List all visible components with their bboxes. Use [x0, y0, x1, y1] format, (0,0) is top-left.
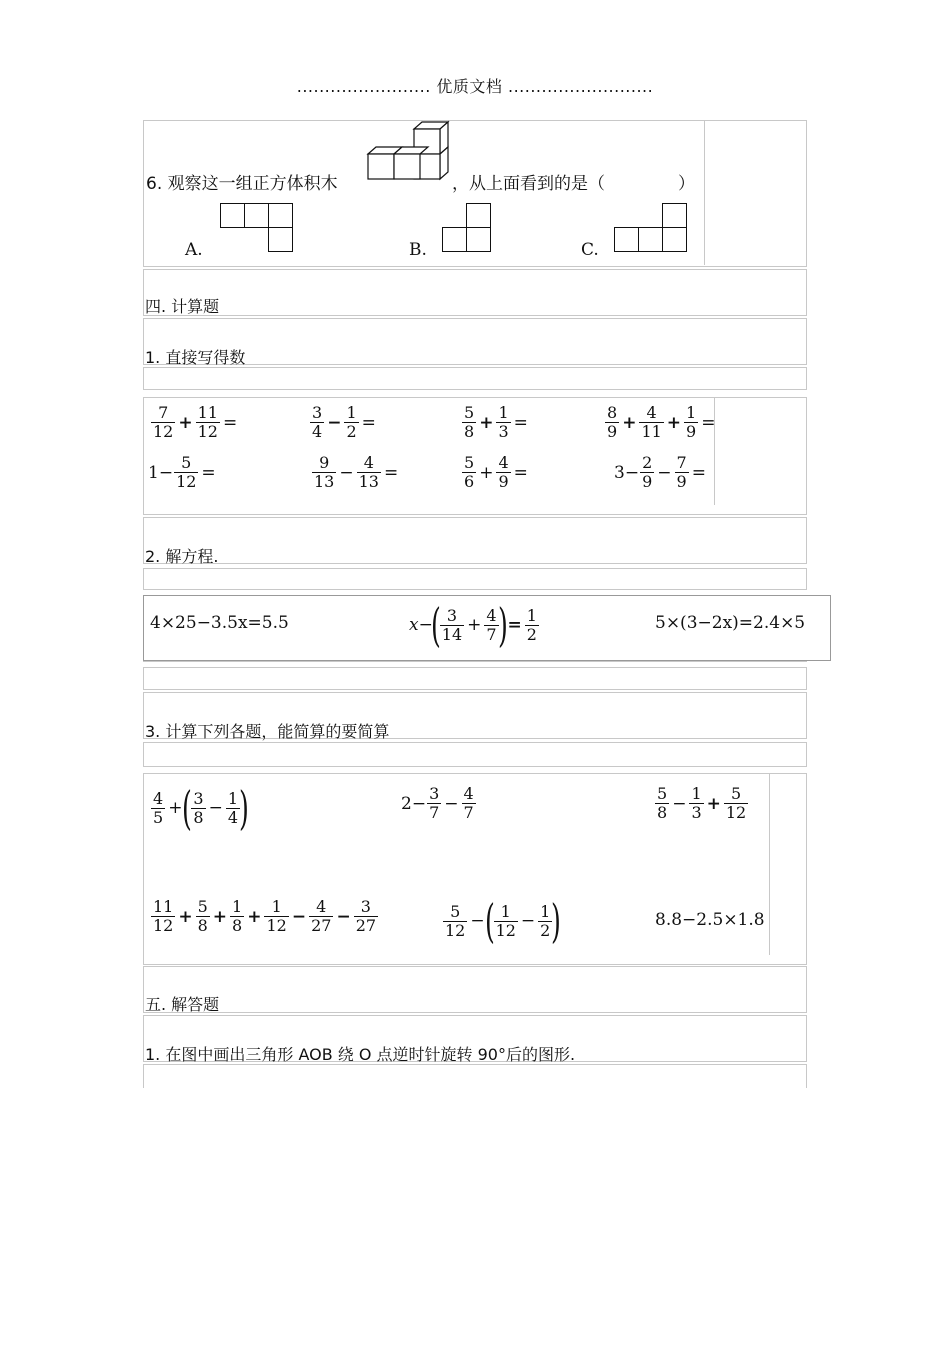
- part-2-box: [143, 517, 807, 564]
- part-3-title: 3. 计算下列各题，能简算的要简算: [145, 722, 390, 741]
- equation-2: x− ( $\frac{3}{14}$ + $\frac{4}{7}$ ) = $\frac{1}{2}$: [409, 598, 537, 652]
- question-6-prompt: 6. 观察这一组正方体积木: [146, 174, 338, 194]
- option-c-label: C.: [581, 240, 599, 260]
- simplify-item-6: 8.8−2.5×1.8: [655, 910, 765, 930]
- simplify-item-3: $\frac{5}{8}$ − $\frac{1}{3}$ + $\frac{5}{12}$: [657, 784, 747, 822]
- page-header: ........................ 优质文档 ..........................: [296, 77, 654, 96]
- question-6-prompt-tail: ，从上面看到的是（: [452, 174, 605, 194]
- question-6-close-paren: ）: [678, 174, 695, 194]
- section-5-box: [143, 966, 807, 1013]
- simplify-item-1: $\frac{4}{5}$ + ( $\frac{3}{8}$ − $\frac{1}{4}$ ): [153, 781, 249, 835]
- section-4-title: 四. 计算题: [145, 297, 220, 316]
- simplify-item-5: $\frac{5}{12}$ − ( $\frac{1}{12}$ − $\frac{1}{2}$ ): [445, 894, 562, 948]
- option-a-label: A.: [185, 240, 203, 260]
- part-2-title: 2. 解方程.: [145, 547, 219, 566]
- calc-item-5: 1− $\frac{5}{12}$ =: [148, 453, 216, 491]
- calc-item-3: $\frac{5}{8}$ + $\frac{1}{3}$ =: [464, 403, 528, 441]
- part-5-1-title: 1. 在图中画出三角形 AOB 绕 O 点逆时针旋转 90°后的图形.: [145, 1045, 576, 1064]
- section-4-box: [143, 269, 807, 316]
- simplify-item-4: $\frac{11}{12}$ + $\frac{5}{8}$ + $\frac{1}{8}$ + $\frac{1}{12}$ − $\frac{4}{27}$ − $\frac{3}{27}$: [153, 897, 377, 935]
- option-a-figure: [220, 203, 292, 252]
- calc-item-6: $\frac{9}{13}$ − $\frac{4}{13}$ =: [314, 453, 399, 491]
- part-1-title: 1. 直接写得数: [145, 348, 246, 367]
- calc-item-1: $\frac{7}{12}$ + $\frac{11}{12}$ =: [153, 403, 238, 441]
- option-b-label: B.: [409, 240, 427, 260]
- calc-item-2: $\frac{3}{4}$ − $\frac{1}{2}$ =: [312, 403, 376, 441]
- equation-3: 5×(3−2x)=2.4×5: [655, 613, 806, 633]
- equation-1: 4×25−3.5x=5.5: [150, 613, 289, 633]
- section-5-title: 五. 解答题: [145, 995, 220, 1014]
- option-c-figure: [614, 203, 686, 252]
- calc-item-8: 3− $\frac{2}{9}$ − $\frac{7}{9}$ =: [614, 453, 706, 491]
- cube-stack-figure: [366, 120, 452, 188]
- option-b-figure: [442, 203, 490, 252]
- simplify-item-2: 2− $\frac{3}{7}$ − $\frac{4}{7}$: [401, 784, 474, 822]
- calc-item-7: $\frac{5}{6}$ + $\frac{4}{9}$ =: [464, 453, 528, 491]
- calc-item-4: $\frac{8}{9}$ + $\frac{4}{11}$ + $\frac{1}{9}$ =: [607, 403, 716, 441]
